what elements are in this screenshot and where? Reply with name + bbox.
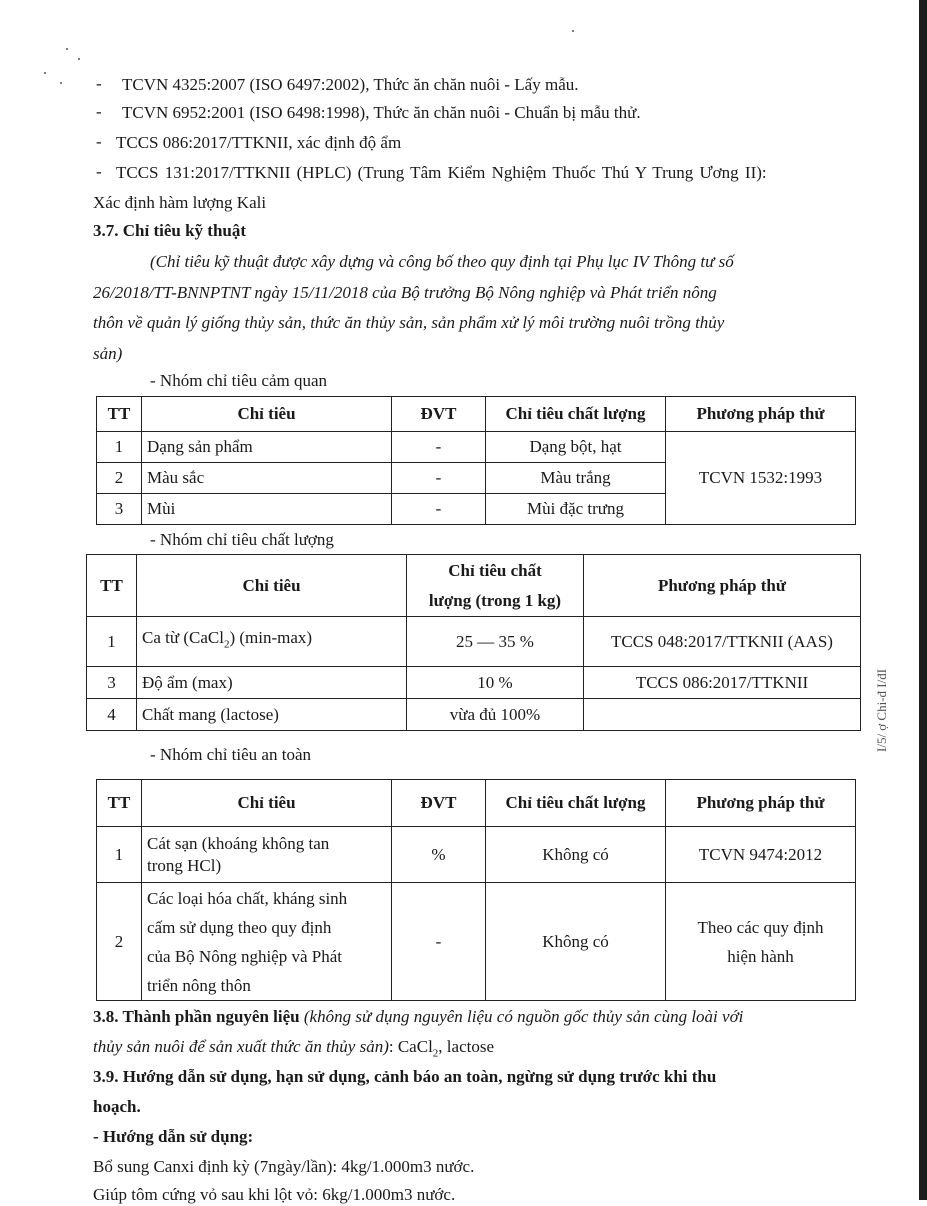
col-header: Chỉ tiêu xyxy=(137,555,407,617)
cell-quality: 10 % xyxy=(407,667,584,699)
list-dash: - xyxy=(96,132,102,151)
ingredient-text: : CaCl xyxy=(388,1037,433,1056)
cell-line: triển nông thôn xyxy=(147,975,251,995)
section-38-line1 xyxy=(93,1006,857,1028)
cell-tt: 3 xyxy=(87,667,137,699)
cell-line: Theo các quy định xyxy=(697,917,824,937)
col-header: Chỉ tiêu chất lượng xyxy=(486,780,666,827)
table-row xyxy=(97,432,856,463)
col-header: Chỉ tiêu xyxy=(142,397,392,432)
cell-quality: Không có xyxy=(486,827,666,883)
cell-method: TCCS 048:2017/TTKNII (AAS) xyxy=(584,617,861,667)
cell-quality: vừa đủ 100% xyxy=(407,699,584,731)
sensory-table xyxy=(96,396,856,525)
section-note-line: thôn về quản lý giống thủy sản, thức ăn thủy sản, sản phẩm xử lý môi trường nuôi trồng thủy xyxy=(93,313,725,332)
cell-name: Màu sắc xyxy=(142,463,392,494)
cell-tt: 1 xyxy=(87,617,137,667)
section-heading: 3.8. Thành phần nguyên liệu xyxy=(93,1007,300,1026)
cell-quality: Không có xyxy=(486,883,666,1001)
col-header: Chỉ tiêu xyxy=(142,780,392,827)
scan-speck xyxy=(44,72,46,74)
cell-name: Dạng sản phẩm xyxy=(142,432,392,463)
table-row xyxy=(97,883,856,1001)
cell-line: trong HCl) xyxy=(147,855,222,875)
cell-name xyxy=(142,883,392,1001)
cell-tt: 3 xyxy=(97,494,142,525)
ref-item: TCVN 4325:2007 (ISO 6497:2002), Thức ăn chăn nuôi - Lấy mẫu. xyxy=(122,75,579,94)
ref-item-continued: Xác định hàm lượng Kali xyxy=(93,193,267,212)
cell-tt: 4 xyxy=(87,699,137,731)
table-row xyxy=(97,827,856,883)
cell-method xyxy=(584,699,861,731)
cell-unit: - xyxy=(392,494,486,525)
section-note: (không sử dụng nguyên liệu có nguồn gốc thủy sản cùng loài với xyxy=(303,1007,744,1026)
col-header: Phương pháp thử xyxy=(666,780,856,827)
sub-heading: - Hướng dẫn sử dụng: xyxy=(93,1127,254,1146)
cell-quality: 25 — 35 % xyxy=(407,617,584,667)
scan-speck xyxy=(66,48,68,50)
section-38-line2 xyxy=(93,1036,857,1064)
cell-tt: 2 xyxy=(97,883,142,1001)
col-header: TT xyxy=(87,555,137,617)
col-header: Phương pháp thử xyxy=(666,397,856,432)
section-note-line: 26/2018/TT-BNNPTNT ngày 15/11/2018 của Bộ trưởng Bộ Nông nghiệp và Phát triển nông xyxy=(93,283,717,302)
table-row xyxy=(87,699,861,731)
scan-edge xyxy=(919,0,927,1200)
cell-line: Các loại hóa chất, kháng sinh xyxy=(147,888,348,908)
group-label: - Nhóm chỉ tiêu chất lượng xyxy=(150,530,334,549)
cell-unit: - xyxy=(392,432,486,463)
subscript: 2 xyxy=(432,1047,439,1060)
section-note: thủy sản nuôi để sản xuất thức ăn thủy sản) xyxy=(93,1037,389,1056)
cell-name-part: Ca từ (CaCl xyxy=(142,628,224,648)
ref-item: TCCS 086:2017/TTKNII, xác định độ ẩm xyxy=(116,133,402,152)
group-label: - Nhóm chỉ tiêu cảm quan xyxy=(150,371,328,390)
cell-line: TCVN 9474:2012 xyxy=(698,844,823,864)
cell-name: Chất mang (lactose) xyxy=(137,699,407,731)
cell-line: hiện hành xyxy=(727,946,794,966)
cell-name: Mùi xyxy=(142,494,392,525)
ref-item: TCVN 6952:2001 (ISO 6498:1998), Thức ăn chăn nuôi - Chuẩn bị mẫu thử. xyxy=(122,103,641,122)
subscript: 2 xyxy=(223,638,230,651)
cell-unit: - xyxy=(392,463,486,494)
col-header: ĐVT xyxy=(392,397,486,432)
group-label: - Nhóm chỉ tiêu an toàn xyxy=(150,745,311,764)
cell-unit: - xyxy=(392,883,486,1001)
cell-line: của Bộ Nông nghiệp và Phát xyxy=(147,946,342,966)
scan-speck xyxy=(78,58,80,60)
list-dash: - xyxy=(96,74,102,93)
list-dash: - xyxy=(96,102,102,121)
safety-table xyxy=(96,779,856,1001)
ref-item: TCCS 131:2017/TTKNII (HPLC) (Trung Tâm Kiểm Nghiệm Thuốc Thú Y Trung Ương II): xyxy=(116,163,767,182)
cell-tt: 1 xyxy=(97,432,142,463)
scan-speck xyxy=(572,30,574,32)
col-header: Phương pháp thử xyxy=(584,555,861,617)
cell-method: TCVN 1532:1993 xyxy=(666,432,856,525)
col-header xyxy=(407,555,584,617)
cell-name: Độ ẩm (max) xyxy=(137,667,407,699)
margin-handwriting: I/5/ ợ Chi-đ I/đI xyxy=(874,668,889,752)
cell-quality: Màu trắng xyxy=(486,463,666,494)
section-heading-cont: hoạch. xyxy=(93,1097,141,1116)
cell-quality: Dạng bột, hạt xyxy=(486,432,666,463)
col-header: ĐVT xyxy=(392,780,486,827)
cell-quality: Mùi đặc trưng xyxy=(486,494,666,525)
table-row xyxy=(87,667,861,699)
scan-speck xyxy=(60,82,62,84)
cell-method xyxy=(666,883,856,1001)
col-header-line: lượng (trong 1 kg) xyxy=(428,590,562,610)
list-dash: - xyxy=(96,162,102,181)
cell-line: Cát sạn (khoáng không tan xyxy=(147,833,330,853)
section-note-line: sản) xyxy=(93,344,123,363)
cell-name-part: ) (min-max) xyxy=(229,628,313,648)
cell-line: cấm sử dụng theo quy định xyxy=(147,917,332,937)
cell-name xyxy=(137,617,407,667)
col-header: TT xyxy=(97,780,142,827)
section-note-line: (Chỉ tiêu kỹ thuật được xây dựng và công bố theo quy định tại Phụ lục IV Thông tư số xyxy=(150,252,734,271)
cell-tt: 1 xyxy=(97,827,142,883)
usage-line: Bổ sung Canxi định kỳ (7ngày/lần): 4kg/1.000m3 nước. xyxy=(93,1157,475,1176)
cell-method: TCCS 086:2017/TTKNII xyxy=(584,667,861,699)
cell-unit: % xyxy=(392,827,486,883)
table-row xyxy=(87,617,861,667)
section-heading: 3.7. Chỉ tiêu kỹ thuật xyxy=(93,221,247,240)
col-header-line: Chỉ tiêu chất xyxy=(448,560,542,580)
section-heading: 3.9. Hướng dẫn sử dụng, hạn sử dụng, cảnh báo an toàn, ngừng sử dụng trước khi thu xyxy=(93,1067,717,1086)
cell-method xyxy=(666,827,856,883)
usage-line: Giúp tôm cứng vỏ sau khi lột vỏ: 6kg/1.000m3 nước. xyxy=(93,1185,456,1204)
ingredient-text: , lactose xyxy=(438,1037,494,1056)
cell-tt: 2 xyxy=(97,463,142,494)
quality-table xyxy=(86,554,861,731)
col-header: Chỉ tiêu chất lượng xyxy=(486,397,666,432)
cell-name xyxy=(142,827,392,883)
col-header: TT xyxy=(97,397,142,432)
